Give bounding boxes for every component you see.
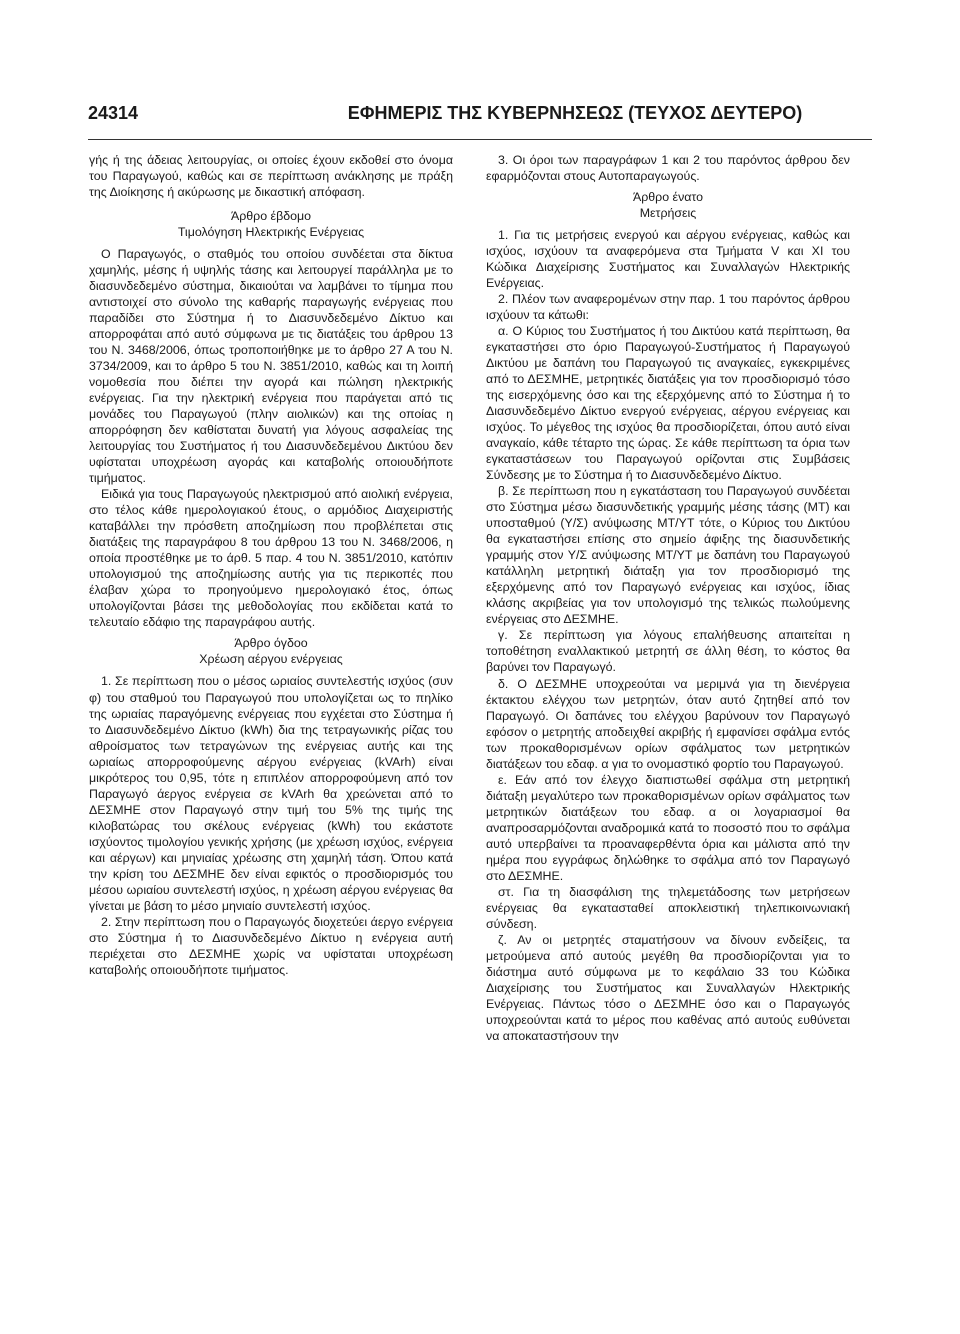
article-9-title: Άρθρο ένατο <box>632 190 704 205</box>
gazette-title: ΕΦΗΜΕΡΙΣ ΤΗΣ ΚΥΒΕΡΝΗΣΕΩΣ (ΤΕΥΧΟΣ ΔΕΥΤΕΡΟ) <box>347 103 803 123</box>
intro-paragraph: γής ή της άδειας λειτουργίας, οι οποίες έχουν εκδοθεί στο όνομα του Παραγωγού, καθώς και σε περίπτωση ανάκλησης με πράξη της Διοίκησης ή ακύρωσης με δικαστική απόφαση. <box>89 153 453 200</box>
left-column <box>89 152 453 978</box>
article-8-title: Άρθρο όγδοο <box>234 636 308 651</box>
header-divider <box>88 139 872 140</box>
article-9-item-b: β. Σε περίπτωση που η εγκατάσταση του Παραγωγού συνδέεται στο Σύστημα μέσω διασυνδετικής γραμμής μέσης τάσης (ΜΤ) και υποσταθμού (Υ/Σ) ανύψωσης ΜΤ/ΥΤ τότε, ο Κύριος του Δικτύου θα εγκαταστήσει επίσης στο σημείο άφιξης της διασυνδετικής γραμμής στον Υ/Σ ανύψωσης ΜΤ/ΥΤ με δαπάνη του Παραγωγού κατάλληλη μετρητική διάταξη για τον προσδιορισμό της εξερχόμενης από τον Παραγωγό ενέργειας και ισχύος, ίδιας κλάσης ακριβείας για τον υπολογισμό της τελικώς πωλούμενης ενέργειας στο ΔΕΣΜΗΕ. <box>486 484 850 627</box>
article-7-paragraph-1: Ο Παραγωγός, ο σταθμός του οποίου συνδέεται στα δίκτυα χαμηλής, μέσης ή υψηλής τάσης και λειτουργεί παράλληλα με το διασυνδεδεμένο σύστημα, δικαιούται να λαμβάνει το τίμημα που αντιστοιχεί στο σύνολο της καθαρής παραγωγής ενέργειας που παραδίδει στο Σύστημα ή το Διασυνδεδεμένο Δίκτυο και απορροφάται από αυτό σύμφωνα με τις διατάξεις του άρθρου 13 του Ν. 3468/2006, όπως τροποποιήθηκε με το άρθρο 27 Α του Ν. 3734/2009, και το άρθρο 5 του Ν. 3851/2010, καθώς και τη λοιπή νομοθεσία που διέπει την αγορά και πώληση ηλεκτρικής ενέργειας. Για την ηλεκτρική ενέργεια που παράγεται από τις μονάδες του Παραγωγού (πλην αιολικών) και της οποίας η απορρόφηση δεν καθίσταται δυνατή για λόγους ασφαλείας της λειτουργίας του Συστήματος ή του Διασυνδεδεμένου Δικτύου δεν υφίσταται υποχρέωση αγοράς και καταβολής οποιουδήποτε τιμήματος. <box>89 247 453 486</box>
article-9-paragraph-2: 2. Πλέον των αναφερομένων στην παρ. 1 του παρόντος άρθρου ισχύουν τα κάτωθι: <box>486 292 850 323</box>
page-number: 24314 <box>88 103 139 123</box>
article-7-paragraph-2: Ειδικά για τους Παραγωγούς ηλεκτρισμού από αιολική ενέργεια, στο τέλος κάθε ημερολογιακού έτους, ο αρμόδιος Διαχειριστής καταβάλλει την πρόσθετη αποζημίωση που προβλέπεται στις διατάξεις της παραγράφου 8 του άρθρου 13 του Ν. 3468/2006, η οποία προστέθηκε με το άρθ. 5 παρ. 4 του Ν. 3851/2010, κατόπιν υπολογισμού της αποζημίωσης αυτής για τις περικοπές που έλαβαν χώρα το προηγούμενο ημερολογιακό έτος, όπως υπολογίζονται βάσει της μεθοδολογίας που εκδίδεται κατά το τελευταίο εδάφιο της παραγράφου αυτής. <box>89 487 453 630</box>
article-9-item-d: δ. Ο ΔΕΣΜΗΕ υποχρεούται να μεριμνά για τη διενέργεια έκτακτου ελέγχου των μετρητών, όταν αυτό ζητηθεί από τον Παραγωγό. Οι δαπάνες του ελέγχου βαρύνουν τον Παραγωγό εφόσον ο μετρητής αποδειχθεί ακριβής ή εμφανίσει σφάλμα εντός των προκαθορισμένων ορίων σφάλματος των μετρητικών διατάξεων του εδαφ. α για το ονομαστικό φορτίο του Παραγωγού. <box>486 676 850 771</box>
article-9-paragraph-1: 1. Για τις μετρήσεις ενεργού και αέργου ενέργειας, καθώς και ισχύος, ισχύουν τα αναφερόμενα στα Τμήματα V και XI του Κώδικα Διαχείρισης Συστήματος και Συναλλαγών Ηλεκτρικής Ενέργειας. <box>486 228 850 291</box>
right-column <box>486 152 850 1044</box>
article-8-paragraph-1: 1. Σε περίπτωση που ο μέσος ωριαίος συντελεστής ισχύος (συν φ) του σταθμού του Παραγωγού που υπολογίζεται ως το πηλίκο της ωριαίας παραγόμενης ενέργειας που εγχέεται στο Σύστημα ή το Διασυνδεδεμένο Δίκτυο (kWh) δια της τετραγωνικής ρίζας του αθροίσματος των τετραγώνων της ενέργειας αυτής και της ωριαίως απορροφούμενης αέργου ενέργειας (kVArh) είναι μικρότερος του 0,95, τότε η επιπλέον απορροφούμενη από τον Παραγωγό άεργος ενέργεια σε kVArh θα χρεώνεται από το ΔΕΣΜΗΕ στον Παραγωγό στην τιμή του 5% της τιμής της κιλοβατώρας του σκέλους ενέργειας (kWh) του εκάστοτε ισχύοντος τιμολογίου γενικής χρήσης (με χρέωση ισχύος, ενέργεια και αέργων) και μηνιαίας χρέωσης στη χαμηλή τάση. Όπου κατά την κρίση του ΔΕΣΜΗΕ δεν είναι εφικτός ο προσδιορισμός του μέσου ωριαίου συντελεστή ισχύος, η χρέωση αέργου ενέργειας θα γίνεται με βάση το μέσο μηνιαίο συντελεστή ισχύος. <box>89 674 453 913</box>
article-9-item-c: γ. Σε περίπτωση για λόγους επαλήθευσης απαιτείται η τοποθέτηση εναλλακτικού μετρητή σε άλλη θέση, το κόστος θα βαρύνει τον Παραγωγό. <box>486 628 850 675</box>
article-9-item-z: ζ. Αν οι μετρητές σταματήσουν να δίνουν ενδείξεις, τα μετρούμενα από αυτούς μεγέθη θα προσδιορίζονται για το διάστημα αυτό σύμφωνα με το κεφάλαιο 33 του Κώδικα Διαχείρισης του Συστήματος και Συναλλαγών Ηλεκτρικής Ενέργειας. Πάντως τόσο ο ΔΕΣΜΗΕ όσο και ο Παραγωγός υποχρεούνται κατά το μέρος που καθένας από αυτούς ευθύνεται να αποκαταστήσουν την <box>486 932 850 1043</box>
page-header <box>88 103 872 133</box>
article-9-item-e: ε. Εάν από τον έλεγχο διαπιστωθεί σφάλμα στη μετρητική διάταξη μεγαλύτερο των προκαθορισμένων ορίων σφάλματος των μετρητικών διατάξεων του εδαφ. α οι λογαριασμοί θα αναπροσαρμόζονται αναδρομικά κατά το ποσοστό που το σφάλμα αυτό υπερβαίνει τα προαναφερθέντα όρια και μάλιστα από την ημέρα που εγγράφως δηλώθηκε το σφάλμα από τον Παραγωγό στο ΔΕΣΜΗΕ. <box>486 772 850 883</box>
article-9-item-a: α. Ο Κύριος του Συστήματος ή του Δικτύου κατά περίπτωση, θα εγκαταστήσει στο όριο Παραγωγού-Συστήματος ή Παραγωγού Δικτύου με δαπάνη του Παραγωγού τις αναγκαίες, εγκεκριμένες από το ΔΕΣΜΗΕ, μετρητικές διατάξεις για τον προσδιορισμό τόσο της εισερχόμενης όσο και της εξερχόμενης από το Σύστημα ή το Διασυνδεδεμένο Δίκτυο ενεργού ενέργειας, αέργου ενέργειας και ισχύος. Το μέγεθος της ισχύος θα προσδιορίζεται, όπου αυτό είναι αναγκαίο, κάθε τέταρτο της ώρας. Σε κάθε περίπτωση τα όρια των εγκαταστάσεων του Παραγωγού ορίζονται στις Συμβάσεις Σύνδεσης με το Σύστημα ή το Διασυνδεδεμένο Δίκτυο. <box>486 324 850 483</box>
article-8-paragraph-3: 3. Οι όροι των παραγράφων 1 και 2 του παρόντος άρθρου δεν εφαρμόζονται στους Αυτοπαραγωγούς. <box>486 153 850 184</box>
article-9-item-st: στ. Για τη διασφάλιση της τηλεμετάδοσης των μετρήσεων ενέργειας θα εγκατασταθεί αποκλειστική τηλεπικοινωνιακή σύνδεση. <box>486 884 850 931</box>
article-7-subtitle: Τιμολόγηση Ηλεκτρικής Ενέργειας <box>177 225 365 240</box>
article-9-subtitle: Μετρήσεις <box>639 206 697 221</box>
article-8-subtitle: Χρέωση αέργου ενέργειας <box>199 652 343 667</box>
article-8-paragraph-2: 2. Στην περίπτωση που ο Παραγωγός διοχετεύει άεργο ενέργεια στο Σύστημα ή το Διασυνδεδεμένο Δίκτυο η ενέργεια αυτή περιέχεται στο ΔΕΣΜΗΕ χωρίς να υφίσταται υποχρέωση καταβολής οποιουδήποτε τιμήματος. <box>89 914 453 977</box>
article-7-title: Άρθρο έβδομο <box>230 209 312 224</box>
